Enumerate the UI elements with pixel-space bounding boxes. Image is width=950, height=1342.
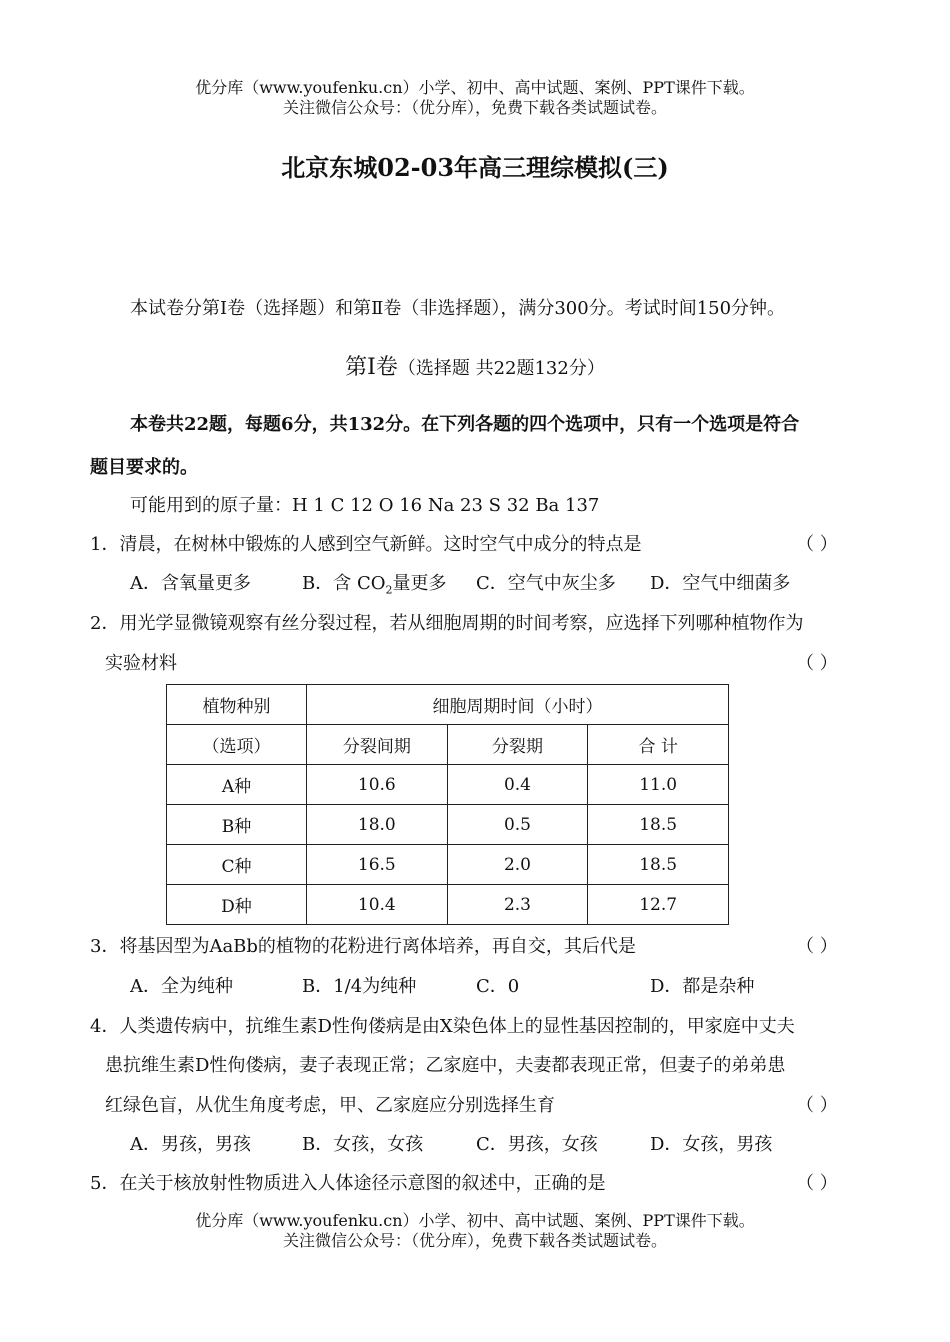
table-header-interphase: 分裂间期: [307, 725, 448, 765]
table-header-option: （选项）: [167, 725, 307, 765]
table-subheader-row: [167, 725, 729, 765]
table-header-division: 分裂期: [447, 725, 588, 765]
table-cell-species: B种: [167, 805, 307, 845]
q3-option-d: D．都是杂种: [650, 976, 755, 997]
q2-answer-paren: （ ）: [796, 653, 838, 674]
table-cell-total: 18.5: [588, 845, 729, 885]
table-cell-interphase: 18.0: [307, 805, 448, 845]
section-detail: （选择题 共22题132分）: [397, 358, 605, 379]
q1-option-d: D．空气中细菌多: [650, 573, 791, 594]
q3-stem: 3．将基因型为AaBb的植物的花粉进行离体培养，再自交，其后代是: [90, 936, 636, 957]
q1-option-a: A．含氧量更多: [130, 573, 251, 594]
table-cell-division: 2.0: [447, 845, 588, 885]
q4-option-a: A．男孩，男孩: [130, 1134, 251, 1155]
q1-answer-paren: （ ）: [796, 534, 838, 555]
table-cell-interphase: 10.6: [307, 765, 448, 805]
q4-answer-paren: （ ）: [796, 1095, 838, 1116]
q5-answer-paren: （ ）: [796, 1173, 838, 1194]
table-row: [167, 845, 729, 885]
q1-option-b-sub: 2: [385, 583, 393, 597]
table-cell-division: 0.5: [447, 805, 588, 845]
footer-line-2: 关注微信公众号：（优分库），免费下载各类试题试卷。: [282, 1231, 667, 1250]
instructions-line-2: 题目要求的。: [90, 457, 198, 478]
table-header-row: [167, 685, 729, 725]
table-cell-interphase: 10.4: [307, 885, 448, 925]
table-cell-division: 0.4: [447, 765, 588, 805]
table-cell-total: 12.7: [588, 885, 729, 925]
table-header-total: 合 计: [588, 725, 729, 765]
q1-option-b: [302, 569, 446, 597]
q1-option-c: C．空气中灰尘多: [476, 573, 616, 594]
table-cell-interphase: 16.5: [307, 845, 448, 885]
q2-stem-line-1: 2．用光学显微镜观察有丝分裂过程，若从细胞周期的时间考察，应选择下列哪种植物作为: [90, 613, 804, 634]
table-header-species: 植物种别: [167, 685, 307, 725]
q4-option-c: C．男孩，女孩: [476, 1134, 598, 1155]
table-cell-total: 11.0: [588, 765, 729, 805]
atomic-mass-line: 可能用到的原子量：H 1 C 12 O 16 Na 23 S 32 Ba 137: [130, 495, 600, 516]
q4-stem-line-3: 红绿色盲，从优生角度考虑，甲、乙家庭应分别选择生育: [105, 1095, 555, 1116]
table-header-cycle: 细胞周期时间（小时）: [307, 685, 729, 725]
q3-option-c: C．0: [476, 976, 520, 997]
table-row: [167, 885, 729, 925]
table-cell-total: 18.5: [588, 805, 729, 845]
q5-stem: 5．在关于核放射性物质进入人体途径示意图的叙述中，正确的是: [90, 1173, 606, 1194]
header-line-1: 优分库（www.youfenku.cn）小学、初中、高中试题、案例、PPT课件下载。: [195, 78, 755, 97]
q3-answer-paren: （ ）: [796, 936, 838, 957]
q2-stem-line-2: 实验材料: [105, 653, 177, 674]
table-row: [167, 765, 729, 805]
cell-cycle-table: [166, 684, 729, 925]
q4-stem-line-1: 4．人类遗传病中，抗维生素D性佝偻病是由X染色体上的显性基因控制的，甲家庭中丈夫: [90, 1016, 795, 1037]
section-title: [0, 350, 950, 381]
q1-stem: 1．清晨，在树林中锻炼的人感到空气新鲜。这时空气中成分的特点是: [90, 534, 642, 555]
header-line-2: 关注微信公众号：（优分库），免费下载各类试题试卷。: [282, 98, 667, 117]
q4-stem-line-2: 患抗维生素D性佝偻病，妻子表现正常；乙家庭中，夫妻都表现正常，但妻子的弟弟患: [105, 1055, 786, 1076]
q3-option-b: B．1/4为纯种: [302, 976, 417, 997]
table-row: [167, 805, 729, 845]
footer-line-1: 优分库（www.youfenku.cn）小学、初中、高中试题、案例、PPT课件下载。: [195, 1211, 755, 1230]
table-cell-species: D种: [167, 885, 307, 925]
page-title: 北京东城02-03年高三理综模拟(三): [281, 153, 669, 182]
q4-option-d: D．女孩，男孩: [650, 1134, 773, 1155]
instructions-line-1: 本卷共22题，每题6分，共132分。在下列各题的四个选项中，只有一个选项是符合: [130, 414, 800, 435]
table-cell-division: 2.3: [447, 885, 588, 925]
q1-option-b-post: 量更多: [392, 573, 447, 594]
section-label: 第Ⅰ卷: [345, 355, 398, 380]
q3-option-a: A．全为纯种: [130, 976, 233, 997]
intro-text: 本试卷分第Ⅰ卷（选择题）和第Ⅱ卷（非选择题），满分300分。考试时间150分钟。: [130, 298, 786, 319]
q4-option-b: B．女孩，女孩: [302, 1134, 424, 1155]
table-cell-species: A种: [167, 765, 307, 805]
table-cell-species: C种: [167, 845, 307, 885]
q1-option-b-pre: B．含 CO: [302, 573, 386, 594]
